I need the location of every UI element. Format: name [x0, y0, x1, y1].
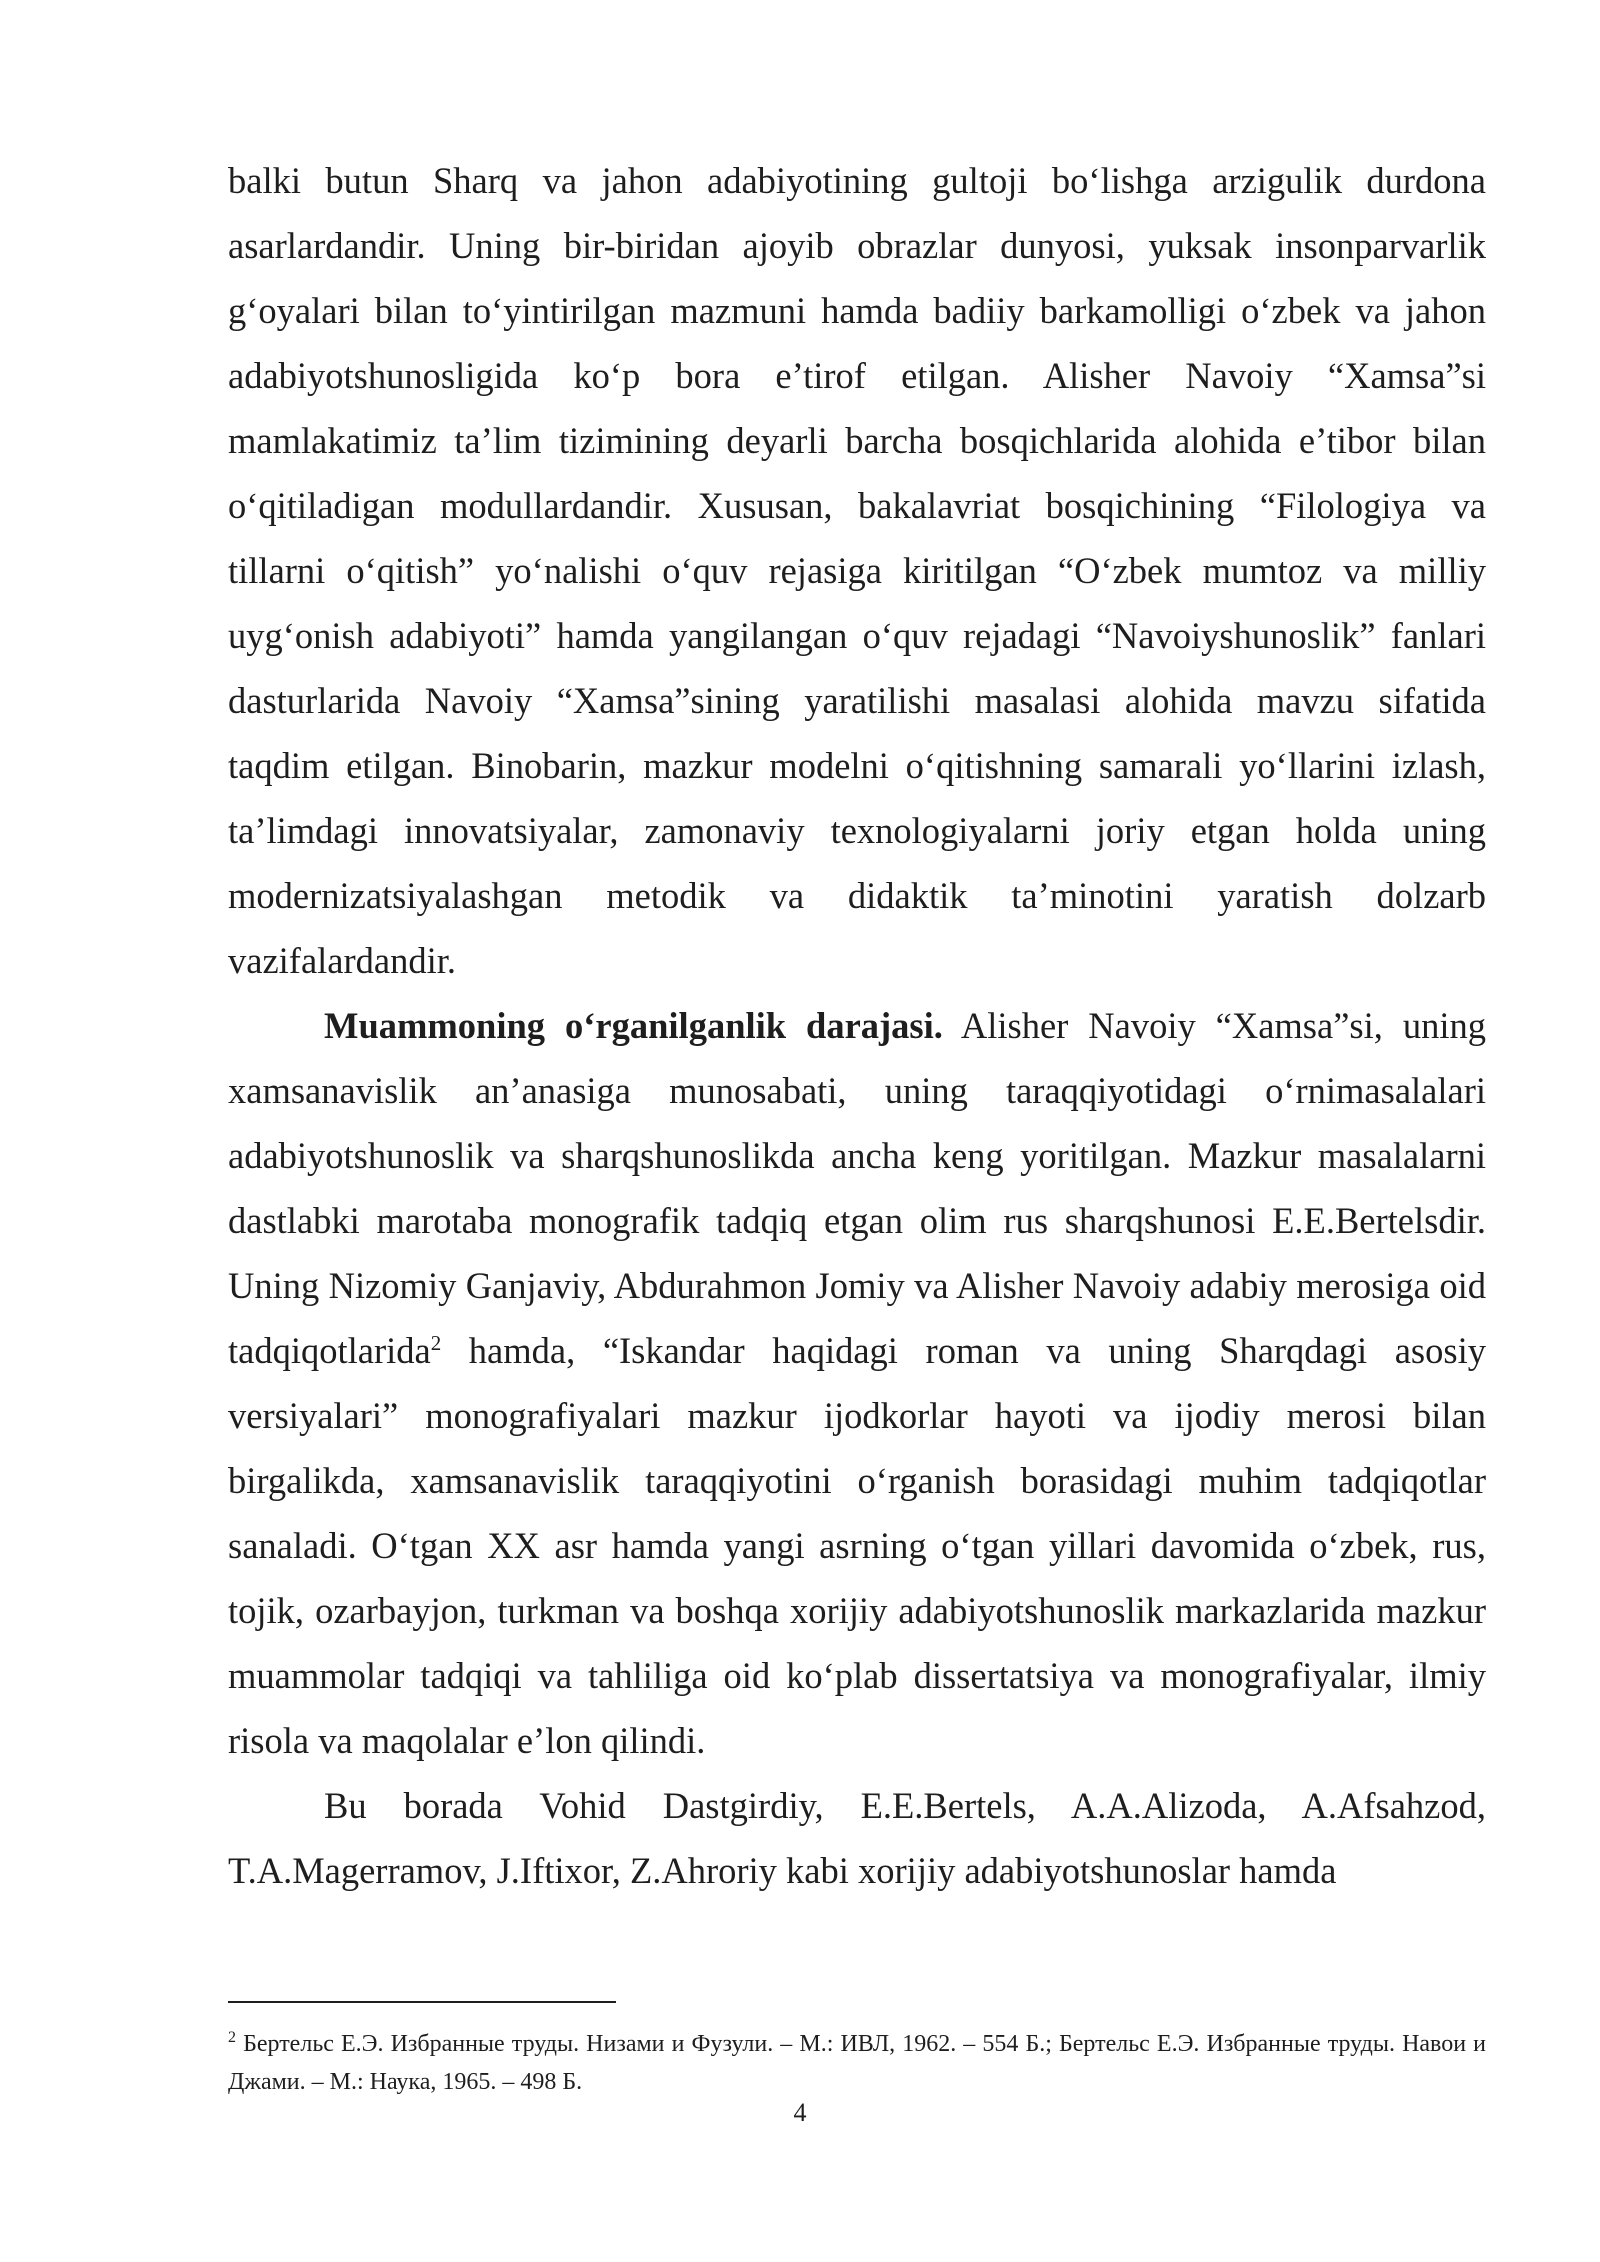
paragraph-3: [228, 1773, 1486, 1903]
paragraph-1-text: balki butun Sharq va jahon adabiyotining gultoji boʻlishga arzigulik durdona asarlardandir. Uning bir-biridan ajoyib obrazlar dunyosi, yuksak insonparvarlik gʻoyalari bilan toʻyintirilgan mazmuni hamda badiiy barkamolligi oʻzbek va jahon adabiyotshunosligida koʻp bora e’tirof etilgan. Alisher Navoiy “Xamsa”si mamlakatimiz ta’lim tizimining deyarli barcha bosqichlarida alohida e’tibor bilan oʻqitiladigan modullardandir. Xususan, bakalavriat bosqichining “Filologiya va tillarni oʻqitish” yoʻnalishi oʻquv rejasiga kiritilgan “Oʻzbek mumtoz va milliy uygʻonish adabiyoti” hamda yangilangan oʻquv rejadagi “Navoiyshunoslik” fanlari dasturlarida Navoiy “Xamsa”sining yaratilishi masalasi alohida mavzu sifatida taqdim etilgan. Binobarin, mazkur modelni oʻqitishning samarali yoʻllarini izlash, ta’limdagi innovatsiyalar, zamonaviy texnologiyalarni joriy etgan holda uning modernizatsiyalashgan metodik va didaktik ta’minotini yaratish dolzarb vazifalardandir.: [228, 160, 1486, 981]
body-text: [228, 148, 1486, 1903]
footnote-text: Бертельс Е.Э. Избранные труды. Низами и Фузули. – М.: ИВЛ, 1962. – 554 Б.; Бертельс Е.Э. Избранные труды. Навои и Джами. – М.: Наука, 1965. – 498 Б.: [228, 2031, 1486, 2095]
footnote: [228, 2025, 1486, 2101]
footnote-reference: 2: [430, 1330, 442, 1355]
footnote-mark: 2: [228, 2029, 236, 2046]
paragraph-2: [228, 993, 1486, 1773]
paragraph-1: [228, 148, 1486, 993]
paragraph-2-text-before-note: Alisher Navoiy “Xamsa”si, uning xamsanavislik an’anasiga munosabati, uning taraqqiyotidagi oʻrnimasalalari adabiyotshunoslik va sharqshunoslikda ancha keng yoritilgan. Mazkur masalalarni dastlabki marotaba monografik tadqiq etgan olim rus sharqshunosi E.E.Bertelsdir. Uning Nizomiy Ganjaviy, Abdurahmon Jomiy va Alisher Navoiy adabiy merosiga oid tadqiqotlarida: [228, 1005, 1486, 1371]
paragraph-3-text: Bu borada Vohid Dastgirdiy, E.E.Bertels, A.A.Alizoda, A.Afsahzod, T.A.Magerramov, J.Iftixor, Z.Ahroriy kabi xorijiy adabiyotshunoslar hamda: [228, 1785, 1486, 1891]
section-heading: Muammoning oʻrganilganlik darajasi.: [324, 1005, 943, 1046]
paragraph-2-text-after-note: hamda, “Iskandar haqidagi roman va uning Sharqdagi asosiy versiyalari” monografiyalari mazkur ijodkorlar hayoti va ijodiy merosi bilan birgalikda, xamsanavislik taraqqiyotini oʻrganish borasidagi muhim tadqiqotlar sanaladi. Oʻtgan XX asr hamda yangi asrning oʻtgan yillari davomida oʻzbek, rus, tojik, ozarbayjon, turkman va boshqa xorijiy adabiyotshunoslik markazlarida mazkur muammolar tadqiqi va tahliliga oid koʻplab dissertatsiya va monografiyalar, ilmiy risola va maqolalar e’lon qilindi.: [228, 1330, 1486, 1761]
page-number: 4: [793, 2098, 807, 2127]
footnote-separator: [228, 2001, 616, 2003]
